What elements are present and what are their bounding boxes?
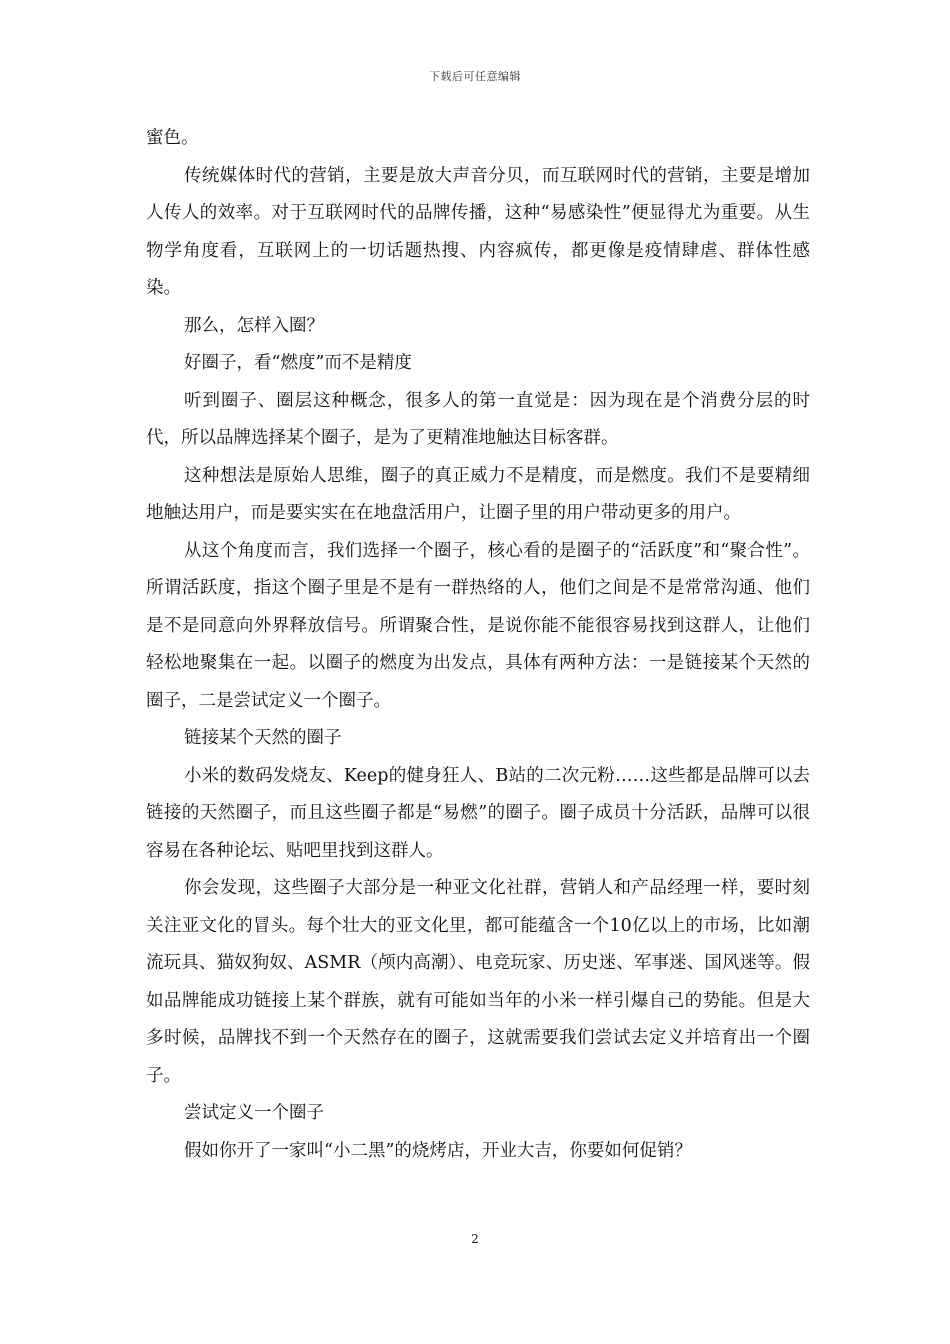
page-number: 2 bbox=[471, 1232, 479, 1246]
paragraph: 从这个角度而言，我们选择一个圈子，核心看的是圈子的“活跃度”和“聚合性”。所谓活跃度，指这个圈子里是不是有一群热络的人，他们之间是不是常常沟通、他们是不是同意向外界释放信号。所谓聚合性，是说你能不能很容易找到这群人，让他们轻松地聚集在一起。以圈子的燃度为出发点，具体有两种方法：一是链接某个天然的圈子，二是尝试定义一个圈子。 bbox=[146, 540, 810, 711]
document-body bbox=[146, 120, 810, 1170]
section-heading: 尝试定义一个圈子 bbox=[184, 1103, 324, 1123]
paragraph: 听到圈子、圈层这种概念，很多人的第一直觉是：因为现在是个消费分层的时代，所以品牌选择某个圈子，是为了更精准地触达目标客群。 bbox=[146, 390, 810, 448]
section-question: 那么，怎样入圈？ bbox=[184, 315, 324, 336]
paragraph: 假如你开了一家叫“小二黑”的烧烤店，开业大吉，你要如何促销？ bbox=[184, 1140, 692, 1161]
page-header: 下载后可任意编辑 bbox=[429, 70, 521, 83]
paragraph: 传统媒体时代的营销，主要是放大声音分贝，而互联网时代的营销，主要是增加人传人的效率。对于互联网时代的品牌传播，这种“易感染性”便显得尤为重要。从生物学角度看，互联网上的一切话题热搜、内容疯传，都更像是疫情肆虐、群体性感染。 bbox=[146, 165, 810, 298]
paragraph: 蜜色。 bbox=[146, 128, 199, 148]
paragraph: 小米的数码发烧友、Keep的健身狂人、B站的二次元粉……这些都是品牌可以去链接的天然圈子，而且这些圈子都是“易燃”的圈子。圈子成员十分活跃，品牌可以很容易在各种论坛、贴吧里找到这群人。 bbox=[146, 765, 810, 861]
section-heading: 好圈子，看“燃度”而不是精度 bbox=[184, 353, 412, 373]
section-heading: 链接某个天然的圈子 bbox=[184, 728, 342, 748]
paragraph: 这种想法是原始人思维，圈子的真正威力不是精度，而是燃度。我们不是要精细地触达用户，而是要实实在在地盘活用户，让圈子里的用户带动更多的用户。 bbox=[146, 465, 810, 523]
paragraph: 你会发现，这些圈子大部分是一种亚文化社群，营销人和产品经理一样，要时刻关注亚文化的冒头。每个壮大的亚文化里，都可能蕴含一个10亿以上的市场，比如潮流玩具、猫奴狗奴、ASMR（颅内高潮）、电竞玩家、历史迷、军事迷、国风迷等。假如品牌能成功链接上某个群族，就有可能如当年的小米一样引爆自己的势能。但是大多时候，品牌找不到一个天然存在的圈子，这就需要我们尝试去定义并培育出一个圈子。 bbox=[146, 878, 810, 1086]
